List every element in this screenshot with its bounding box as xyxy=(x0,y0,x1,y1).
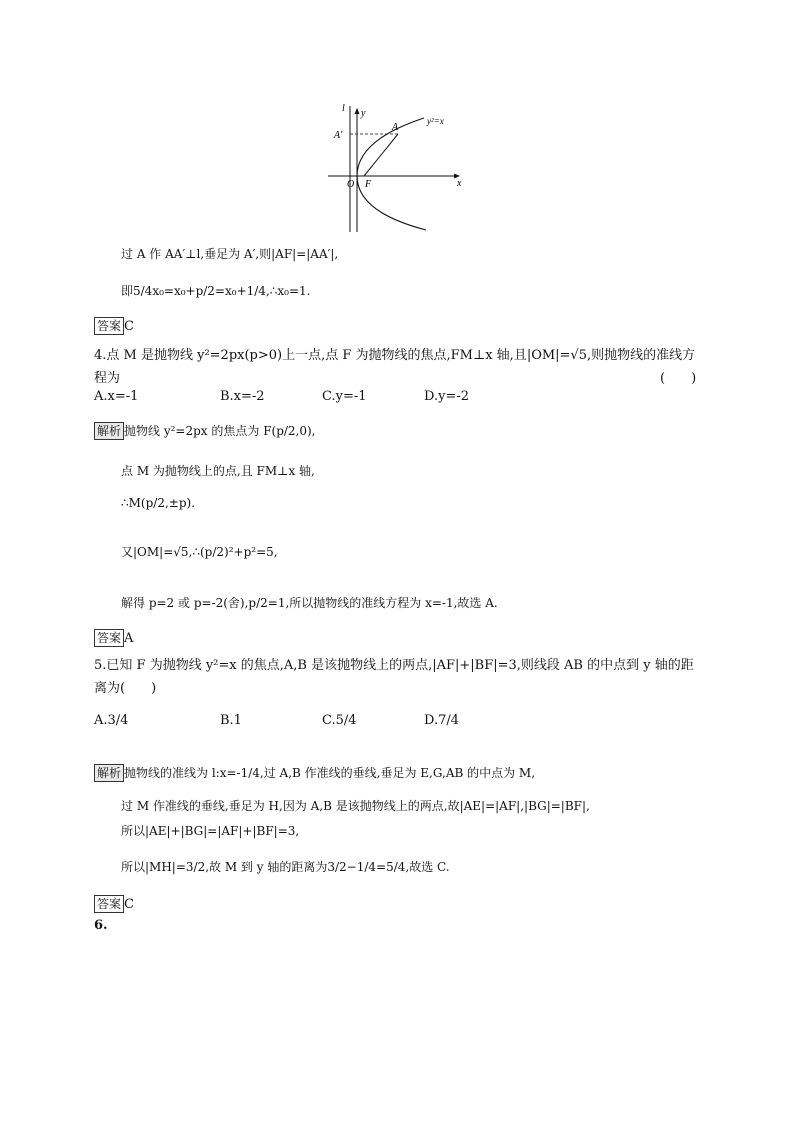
q3-solution-line1: 过 A 作 AA′⊥l,垂足为 A′,则|AF|=|AA′|, xyxy=(121,247,339,261)
q4-stem-line2: 程为 xyxy=(94,371,121,386)
q4-paren: ( ) xyxy=(660,371,697,386)
q5-sol1: 抛物线的准线为 l:x=-1/4,过 A,B 作准线的垂线,垂足为 E,G,AB 的中点为 M, xyxy=(124,766,536,780)
q5-option-d: D.7/4 xyxy=(424,713,460,728)
q5-option-c: C.5/4 xyxy=(322,713,357,728)
q4-option-c: C.y=-1 xyxy=(322,389,367,404)
analysis-tag: 解析 xyxy=(94,764,124,782)
q4-sol3: ∴M(p/2,±p). xyxy=(121,496,196,510)
q4-sol1: 抛物线 y²=2px 的焦点为 F(p/2,0), xyxy=(124,424,316,438)
label-x: x xyxy=(457,178,462,189)
q5-stem-line2: 离为( ) xyxy=(94,681,157,696)
q4-analysis xyxy=(94,420,316,440)
answer-tag: 答案 xyxy=(94,895,124,913)
q5-option-b: B.1 xyxy=(220,713,242,728)
q5-option-a: A.3/4 xyxy=(94,713,129,728)
label-a: A xyxy=(392,122,399,133)
analysis-tag: 解析 xyxy=(94,422,124,440)
parabola-figure xyxy=(320,100,480,235)
q4-sol2: 点 M 为抛物线上的点,且 FM⊥x 轴, xyxy=(121,464,315,478)
q3-answer xyxy=(94,315,134,335)
label-o: O xyxy=(347,179,355,190)
q5-stem-line1: 5.已知 F 为抛物线 y²=x 的焦点,A,B 是该抛物线上的两点,|AF|+|BF|=3,则线段 AB 的中点到 y 轴的距 xyxy=(94,658,694,673)
q5-analysis xyxy=(94,762,535,782)
q4-option-d: D.y=-2 xyxy=(424,389,469,404)
q5-sol3: 所以|AE|+|BG|=|AF|+|BF|=3, xyxy=(121,824,300,838)
label-f: F xyxy=(365,179,372,190)
q5-answer xyxy=(94,893,134,913)
answer-value: A xyxy=(124,631,134,646)
answer-value: C xyxy=(124,319,134,334)
answer-value: C xyxy=(124,897,134,912)
q4-sol5: 解得 p=2 或 p=-2(舍),p/2=1,所以抛物线的准线方程为 x=-1,故选 A. xyxy=(121,596,498,610)
q4-sol4: 又|OM|=√5,∴(p/2)²+p²=5, xyxy=(121,545,278,559)
q4-stem-line1: 4.点 M 是抛物线 y²=2px(p>0)上一点,点 F 为抛物线的焦点,FM⊥x 轴,且|OM|=√5,则抛物线的准线方 xyxy=(94,348,696,363)
q6-number: 6. xyxy=(94,918,108,933)
label-l: l xyxy=(342,103,345,114)
q3-solution-line2: 即5/4x₀=x₀+p/2=x₀+1/4,∴x₀=1. xyxy=(121,284,311,298)
q4-option-b: B.x=-2 xyxy=(220,389,265,404)
answer-tag: 答案 xyxy=(94,317,124,335)
label-a-prime: A′ xyxy=(334,130,343,141)
q4-answer xyxy=(94,627,133,647)
label-y: y xyxy=(361,108,366,119)
q5-sol4: 所以|MH|=3/2,故 M 到 y 轴的距离为3/2−1/4=5/4,故选 C. xyxy=(121,860,450,874)
answer-tag: 答案 xyxy=(94,629,124,647)
label-curve: y²=x xyxy=(427,116,444,126)
q4-option-a: A.x=-1 xyxy=(94,389,139,404)
q5-sol2: 过 M 作准线的垂线,垂足为 H,因为 A,B 是该抛物线上的两点,故|AE|=|AF|,|BG|=|BF|, xyxy=(121,799,590,813)
